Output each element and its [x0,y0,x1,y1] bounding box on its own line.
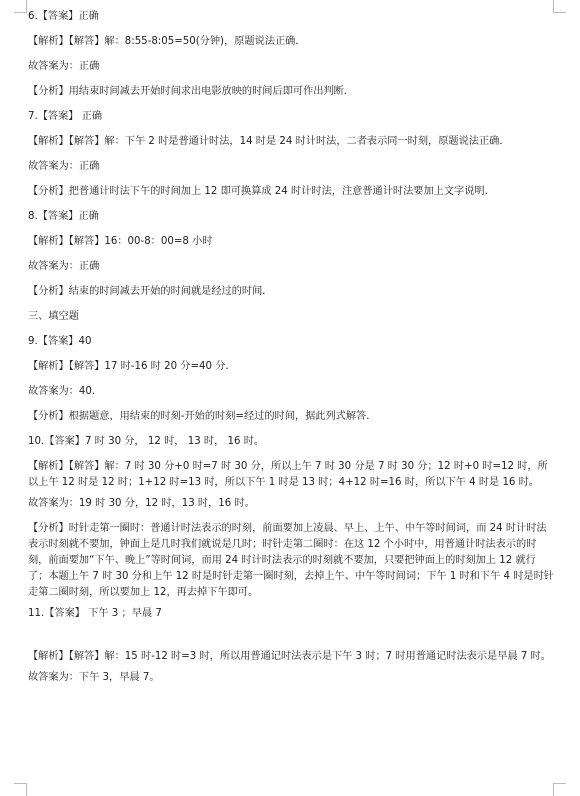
q9-conclusion: 故答案为：40． [28,386,103,397]
q10-solution: 【解析】【解答】解：7 时 30 分+0 时=7 时 30 分，所以上午 7 时 30 分是 7 时 30 分；12 时+0 时=12 时，所以上午 12 时是 12 时；1+12 时=13 时，所以下午 1 时是 13 时；4+12 时=16 时，所以下午 4 时是 16 时。 [28,461,548,488]
crop-mark-bottom-right [553,783,566,796]
q6-answer: 6.【答案】正确 [28,11,99,22]
q7-answer: 7.【答案】 正确 [28,111,103,122]
q7-solution: 【解析】【解答】解：下午 2 时是普通计时法，14 时是 24 时计时法，二者表示同一时刻，原题说法正确． [28,136,510,147]
q7-analysis: 【分析】把普通计时法下午的时间加上 12 即可换算成 24 时计时法，注意普通计时法要加上文字说明． [28,186,495,197]
blank-gap [28,631,556,649]
q9-solution: 【解析】【解答】17 时-16 时 20 分=40 分． [28,361,236,372]
q6-analysis: 【分析】用结束时间减去开始时间求出电影放映的时间后即可作出判断． [28,86,354,97]
q10-answer: 10.【答案】7 时 30 分， 12 时， 13 时， 16 时。 [28,436,265,447]
q10-analysis: 【分析】时针走第一圈时：普通计时法表示的时刻，前面要加上凌晨、早上、上午、中午等时间词，而 24 时计时法表示时刻就不要加，钟面上是几时我们就说是几时；时针走第二圈时：在这 12 个小时中，用普通计时法表示的时刻，前面要加“下午、晚上”等时间词，而用 24 时计时法表示的时刻就不要加，只要把钟面上的时刻加上 12 就行了；本题上午 7 时 30 分和上午 12 时是时针走第一圈时刻，去掉上午、中午等时间词；下午 1 时和下午 4 时是时针走第二圈时刻，所以要加上 12，再去掉下午即可。 [28,523,554,598]
q10-conclusion: 故答案为：19 时 30 分，12 时，13 时，16 时。 [28,498,255,509]
q7-conclusion: 故答案为：正确 [28,161,100,172]
q8-answer: 8.【答案】正确 [28,211,99,222]
crop-mark-bottom-left [14,783,27,796]
section-heading: 三、填空题 [28,311,79,322]
q11-solution: 【解析】【解答】解：15 时-12 时=3 时，所以用普通记时法表示是下午 3 时；7 时用普通记时法表示是早晨 7 时。 [28,651,551,662]
q8-conclusion: 故答案为：正确 [28,261,100,272]
q11-conclusion: 故答案为：下午 3，早晨 7。 [28,672,160,683]
q8-analysis: 【分析】结束的时间减去开始的时间就是经过的时间． [28,286,273,297]
q9-answer: 9.【答案】40 [28,336,92,347]
q6-conclusion: 故答案为：正确 [28,61,100,72]
crop-mark-top-left [14,0,27,13]
q11-answer: 11.【答案】 下午 3 ；早晨 7 [28,608,162,619]
q9-analysis: 【分析】根据题意，用结束的时刻-开始的时刻=经过的时间，据此列式解答． [28,411,377,422]
q8-solution: 【解析】【解答】16：00-8：00=8 小时 [28,236,213,247]
q6-solution: 【解析】【解答】解：8:55-8:05=50(分钟)，原题说法正确． [28,36,306,47]
document-body [28,9,556,695]
